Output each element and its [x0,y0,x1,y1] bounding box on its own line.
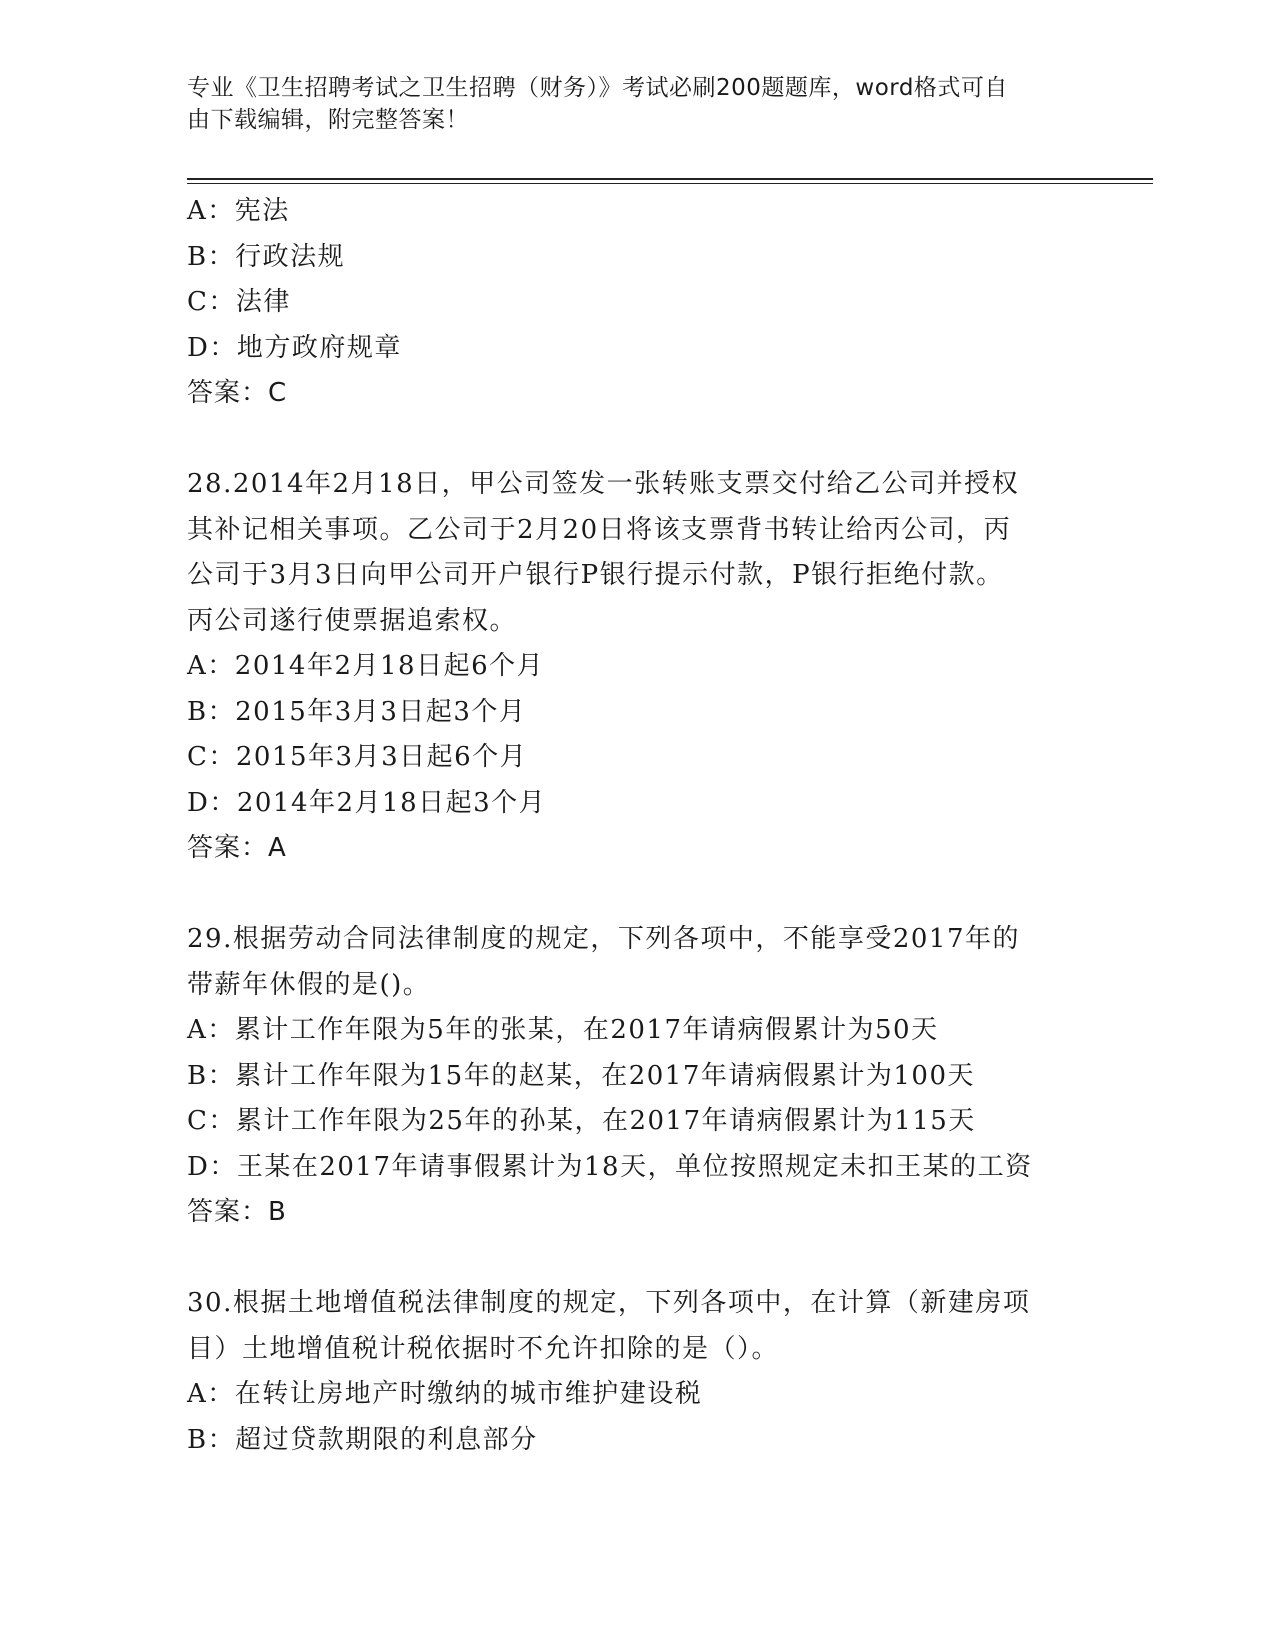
question-stem-line: 28.2014年2月18日，甲公司签发一张转账支票交付给乙公司并授权 [187,469,1020,499]
question-stem-line: 带薪年休假的是()。 [187,969,431,1000]
option-a: A：宪法 [187,196,290,226]
spacer [187,1236,1087,1282]
question-stem-line: 丙公司遂行使票据追索权。 [187,605,518,636]
option-c: C：2015年3月3日起6个月 [187,742,528,772]
header-line-2: 由下载编辑，附完整答案！ [187,107,469,133]
option-d: D：地方政府规章 [187,332,402,363]
option-a: A：在转让房地产时缴纳的城市维护建设税 [187,1379,703,1409]
question-stem-line: 公司于3月3日向甲公司开户银行P银行提示付款，P银行拒绝付款。 [187,560,1004,590]
option-a: A：累计工作年限为5年的张某，在2017年请病假累计为50天 [187,1015,939,1045]
answer: 答案：C [187,378,288,408]
option-a: A：2014年2月18日起6个月 [187,651,545,681]
header-rule-thick [187,178,1153,180]
question-stem-line: 29.根据劳动合同法律制度的规定，下列各项中，不能享受2017年的 [187,924,1021,954]
document-header [187,72,1087,136]
question-30 [187,1281,1087,1463]
option-d: D：王某在2017年请事假累计为18天，单位按照规定未扣王某的工资 [187,1151,1033,1182]
answer: 答案：A [187,833,287,863]
answer: 答案：B [187,1197,287,1227]
option-d: D：2014年2月18日起3个月 [187,787,547,818]
option-c: C：法律 [187,287,291,317]
spacer [187,417,1087,463]
spacer [187,872,1087,918]
option-b: B：2015年3月3日起3个月 [187,696,527,727]
option-b: B：行政法规 [187,241,346,272]
header-rule-thin [187,183,1153,184]
option-b: B：累计工作年限为15年的赵某，在2017年请病假累计为100天 [187,1060,975,1091]
question-stem-line: 30.根据土地增值税法律制度的规定，下列各项中，在计算（新建房项 [187,1288,1031,1318]
option-b: B：超过贷款期限的利息部分 [187,1424,538,1455]
question-stem-line: 目）土地增值税计税依据时不允许扣除的是（）。 [187,1333,780,1364]
question-27 [187,189,1087,417]
question-29 [187,917,1087,1236]
question-28 [187,462,1087,872]
header-line-1: 专业《卫生招聘考试之卫生招聘（财务）》考试必刷200题题库，word格式可自 [187,75,1008,101]
option-c: C：累计工作年限为25年的孙某，在2017年请病假累计为115天 [187,1106,976,1136]
question-stem-line: 其补记相关事项。乙公司于2月20日将该支票背书转让给丙公司，丙 [187,514,1012,545]
document-body [187,189,1087,1463]
